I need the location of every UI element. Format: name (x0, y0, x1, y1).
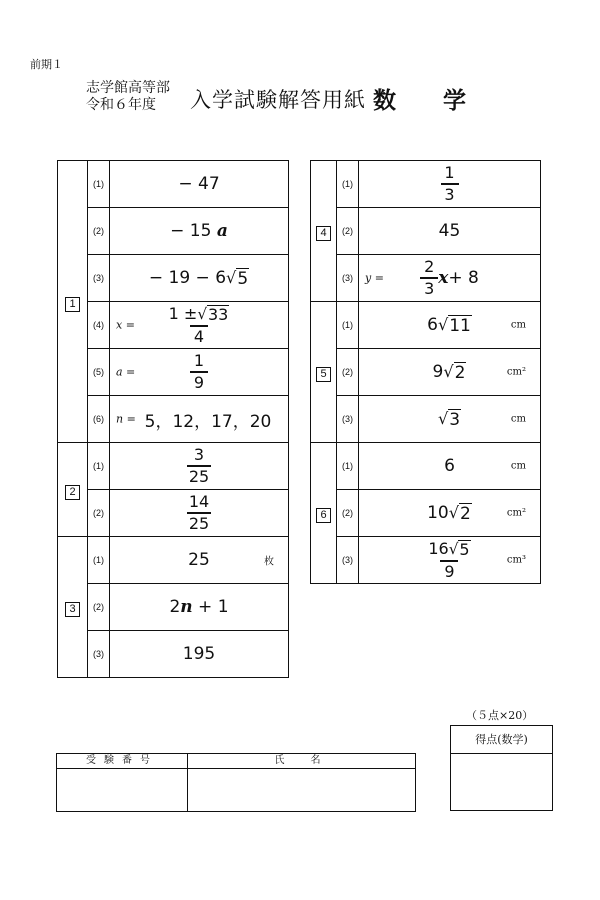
numerator: 1 (444, 163, 455, 182)
answer-unit: cm (510, 460, 526, 472)
group-2-number: 2 (65, 485, 80, 500)
answer-3-1 (110, 537, 289, 584)
radicand: 2 (460, 503, 471, 524)
question-number: (2) (88, 208, 110, 255)
answer-unit: cm² (506, 366, 526, 378)
denominator: 25 (188, 467, 210, 486)
question-number: (5) (88, 349, 110, 396)
page-title: 入学試験解答用紙 (190, 88, 366, 112)
group-6-cell (311, 443, 337, 584)
question-number: (2) (337, 349, 359, 396)
answer-tail: + 8 (448, 268, 479, 288)
answer-prefix: y = (365, 271, 384, 285)
answer-2-2 (110, 490, 289, 537)
exam-number-field[interactable] (57, 769, 187, 812)
question-number: (2) (337, 490, 359, 537)
points-note: （５点×20） (466, 709, 534, 722)
answer-unit: 枚 (264, 556, 274, 568)
answer-table-left (57, 160, 289, 678)
exam-number-column (57, 754, 188, 811)
answer-5-1 (359, 302, 541, 349)
numerator: 16 (428, 538, 449, 558)
examinee-info-box (56, 753, 416, 812)
school-info (86, 80, 170, 114)
answer-prefix: a = (116, 365, 136, 379)
group-3-number: 3 (65, 602, 80, 617)
question-number: (3) (337, 396, 359, 443)
radical: √ 5 (226, 267, 249, 289)
group-5-cell (311, 302, 337, 443)
radicand: 5 (459, 539, 470, 559)
question-number: (1) (88, 537, 110, 584)
answer-value: 9 (432, 361, 444, 382)
answer-1-2 (110, 208, 289, 255)
denominator: 9 (440, 560, 458, 581)
question-number: (3) (337, 255, 359, 302)
name-label: 氏 名 (188, 754, 415, 769)
score-field[interactable] (451, 754, 552, 812)
answer-prefix: x = (116, 318, 135, 332)
answer-prefix: n = (116, 412, 136, 426)
group-1-number: 1 (65, 297, 80, 312)
radical: √ 5 (448, 539, 470, 559)
answer-unit: cm (510, 413, 526, 425)
radical: √ 3 (437, 408, 461, 430)
score-label: 得点(数学) (451, 726, 552, 754)
radicand: 33 (208, 304, 229, 324)
answer-unit: cm (510, 319, 526, 331)
answer-unit: cm³ (506, 554, 526, 566)
question-number: (1) (337, 302, 359, 349)
radicand: 11 (449, 315, 471, 336)
answer-variable: n (180, 597, 193, 617)
group-1-cell (58, 161, 88, 443)
answer-1-6 (110, 396, 289, 443)
question-number: (2) (88, 490, 110, 537)
name-field[interactable] (188, 769, 415, 812)
question-number: (1) (337, 443, 359, 490)
numerator: 1 ± (168, 303, 198, 323)
radical: √ 2 (443, 361, 466, 383)
question-number: (1) (88, 161, 110, 208)
answer-value: − 19 − 6 (148, 267, 227, 288)
numerator: 1 (193, 351, 205, 370)
fraction (426, 540, 472, 581)
answer-value: 5，12，17，20 (144, 411, 272, 432)
radical: √ 33 (197, 304, 229, 324)
question-number: (3) (88, 255, 110, 302)
group-6-number: 6 (316, 508, 331, 523)
group-4-cell (311, 161, 337, 302)
group-3-cell (58, 537, 88, 678)
question-number: (1) (337, 161, 359, 208)
answer-4-2 (359, 208, 541, 255)
fraction (187, 446, 211, 486)
question-number: (4) (88, 302, 110, 349)
group-4-number: 4 (316, 226, 331, 241)
radical: √ 11 (437, 314, 471, 336)
denominator: 25 (188, 514, 210, 533)
radicand: 5 (237, 268, 249, 289)
answer-value: 45 (438, 221, 461, 241)
fraction (190, 352, 208, 392)
answer-4-3 (359, 255, 541, 302)
answer-unit: cm² (506, 507, 526, 519)
numerator: 3 (193, 445, 205, 464)
numerator: 2 (424, 257, 435, 276)
answer-3-3 (110, 631, 289, 678)
answer-value: 6 (444, 456, 455, 476)
answer-1-5 (110, 349, 289, 396)
answer-5-3 (359, 396, 541, 443)
denominator: 3 (420, 277, 438, 298)
group-5-number: 5 (316, 367, 331, 382)
answer-value: 195 (182, 644, 216, 664)
exam-year: 令和６年度 (86, 97, 156, 113)
answer-table-right (310, 160, 541, 584)
answer-1-1 (110, 161, 289, 208)
answer-5-2 (359, 349, 541, 396)
radical: √ 2 (448, 502, 471, 524)
answer-1-3 (110, 255, 289, 302)
answer-1-4 (110, 302, 289, 349)
radicand: 3 (449, 409, 461, 430)
exam-number-label: 受験番号 (57, 754, 187, 769)
question-number: (1) (88, 443, 110, 490)
school-name: 志学館高等部 (86, 80, 170, 96)
denominator: 3 (441, 183, 459, 204)
score-box (450, 725, 553, 811)
answer-value: 25 (188, 550, 210, 570)
answer-variable: x (438, 268, 449, 288)
group-2-cell (58, 443, 88, 537)
fraction (187, 493, 211, 533)
answer-2-1 (110, 443, 289, 490)
answer-tail: + 1 (192, 597, 229, 617)
period-label: 前期１ (30, 59, 63, 71)
name-column (188, 754, 415, 811)
answer-4-1 (359, 161, 541, 208)
fraction (420, 258, 438, 298)
question-number: (2) (88, 584, 110, 631)
answer-3-2 (110, 584, 289, 631)
answer-value: − 47 (178, 174, 220, 194)
question-number: (2) (337, 208, 359, 255)
denominator: 4 (190, 325, 208, 346)
answer-value: 2 (169, 597, 181, 617)
answer-value: − 15 (170, 221, 217, 241)
subject-title: 数 学 (373, 87, 478, 114)
answer-6-3 (359, 537, 541, 584)
answer-6-1 (359, 443, 541, 490)
answer-variable: a (216, 221, 228, 241)
question-number: (6) (88, 396, 110, 443)
answer-value: 10 (427, 502, 449, 523)
fraction (441, 164, 459, 204)
answer-6-2 (359, 490, 541, 537)
denominator: 9 (190, 371, 208, 392)
numerator: 14 (188, 492, 210, 511)
question-number: (3) (88, 631, 110, 678)
question-number: (3) (337, 537, 359, 584)
answer-value: 6 (427, 314, 438, 335)
fraction (167, 305, 232, 346)
radicand: 2 (454, 362, 466, 383)
